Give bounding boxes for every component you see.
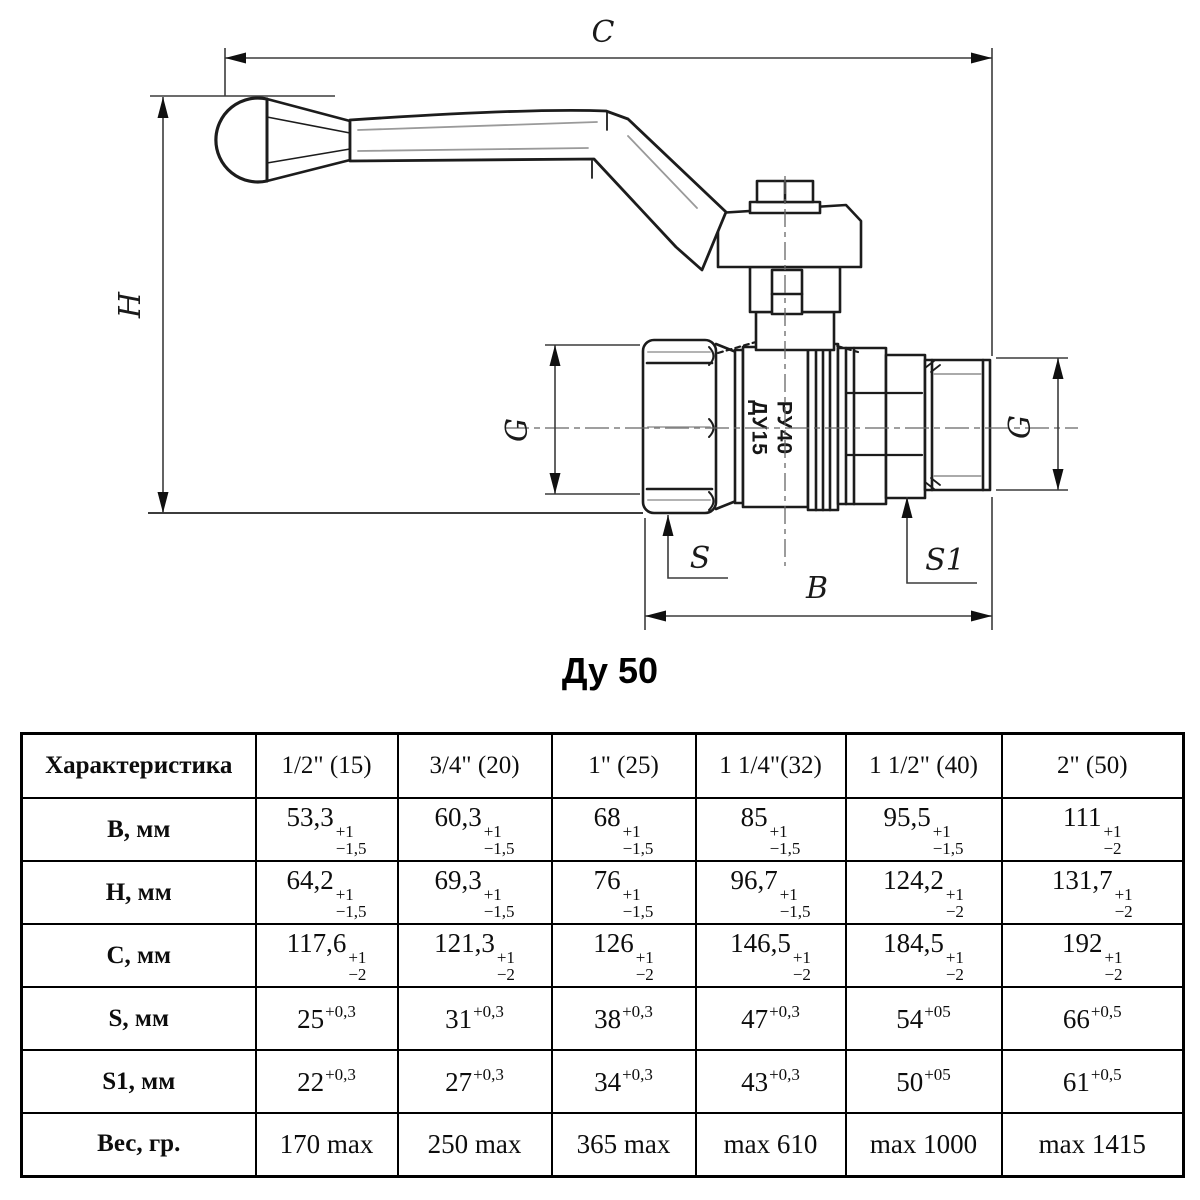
tolerance-stack: +1 −2 [1114, 884, 1133, 921]
table-cell: 25+0,3 [256, 987, 398, 1050]
arrowhead [663, 515, 674, 536]
col-header: 3/4" (20) [398, 734, 552, 799]
tolerance-stack: +1 −1,5 [483, 821, 515, 858]
tolerance-sup: +0,5 [1090, 1065, 1122, 1084]
tolerance-sup: +0,5 [1090, 1002, 1122, 1021]
table-cell: 250 max [398, 1113, 552, 1176]
table-cell: 126 +1 −2 [552, 924, 696, 987]
row-label: Вес, гр. [22, 1113, 256, 1176]
arrowhead [1053, 358, 1064, 379]
arrowhead [225, 53, 246, 64]
table-cell: 170 max [256, 1113, 398, 1176]
col-header: 2" (50) [1002, 734, 1184, 799]
table-cell: 47+0,3 [696, 987, 846, 1050]
tolerance-sup: +0,3 [473, 1065, 504, 1084]
body-marking-dn: ДУ15 [747, 400, 771, 456]
tolerance-sup: +0,3 [622, 1065, 653, 1084]
col-header: 1" (25) [552, 734, 696, 799]
table-cell: 131,7 +1 −2 [1002, 861, 1184, 924]
table-cell: 76 +1 −1,5 [552, 861, 696, 924]
table-row [22, 924, 1184, 987]
table-cell: 96,7 +1 −1,5 [696, 861, 846, 924]
table-cell: 34+0,3 [552, 1050, 696, 1113]
arrowhead [971, 611, 992, 622]
hex-step-right [886, 355, 925, 498]
table-row [22, 987, 1184, 1050]
table-row [22, 1050, 1184, 1113]
male-thread-end [925, 360, 990, 490]
tolerance-stack: +1 −2 [1104, 947, 1123, 984]
tolerance-stack: +1 −1,5 [932, 821, 964, 858]
spec-table [20, 732, 1185, 1178]
stem-window [772, 270, 802, 314]
table-row [22, 861, 1184, 924]
dim-h-label: H [113, 291, 148, 319]
dim-s1-label: S1 [925, 543, 965, 578]
table-cell: 146,5 +1 −2 [696, 924, 846, 987]
arrowhead [1053, 469, 1064, 490]
table-cell: 117,6 +1 −2 [256, 924, 398, 987]
tolerance-stack: +1 −1,5 [769, 821, 801, 858]
tolerance-stack: +1 −2 [945, 947, 964, 984]
row-label: S, мм [22, 987, 256, 1050]
arrowhead [550, 473, 561, 494]
dim-gright-label: G [1003, 415, 1038, 439]
tolerance-sup: +0,3 [325, 1002, 356, 1021]
table-cell: 43+0,3 [696, 1050, 846, 1113]
col-header: 1 1/2" (40) [846, 734, 1002, 799]
handle-cone [267, 99, 350, 181]
tolerance-stack: +1 −1,5 [622, 884, 654, 921]
table-cell: 69,3 +1 −1,5 [398, 861, 552, 924]
table-cell: 54+05 [846, 987, 1002, 1050]
table-cell: 365 max [552, 1113, 696, 1176]
table-cell: 111 +1 −2 [1002, 798, 1184, 861]
tolerance-stack: +1 −2 [792, 947, 811, 984]
row-label: B, мм [22, 798, 256, 861]
arrowhead [158, 492, 169, 513]
tolerance-stack: +1 −2 [1103, 821, 1122, 858]
table-cell: 22+0,3 [256, 1050, 398, 1113]
tolerance-sup: +0,3 [473, 1002, 504, 1021]
drawing-caption: Ду 50 [561, 650, 659, 691]
table-row [22, 798, 1184, 861]
table-cell: max 1000 [846, 1113, 1002, 1176]
table-cell: max 1415 [1002, 1113, 1184, 1176]
table-cell: 95,5 +1 −1,5 [846, 798, 1002, 861]
spec-table-head [22, 734, 1184, 799]
tolerance-stack: +1 −1,5 [622, 821, 654, 858]
body-marking-pressure: РУ40 [772, 400, 796, 456]
col-header-characteristic: Характеристика [22, 734, 256, 799]
tolerance-sup: +0,3 [769, 1002, 800, 1021]
stem-neck [756, 312, 834, 350]
table-cell: 85 +1 −1,5 [696, 798, 846, 861]
table-cell: max 610 [696, 1113, 846, 1176]
dim-b-label: B [805, 571, 829, 606]
tolerance-stack: +1 −2 [635, 947, 654, 984]
table-cell: 64,2 +1 −1,5 [256, 861, 398, 924]
row-label: C, мм [22, 924, 256, 987]
table-row [22, 1113, 1184, 1176]
tolerance-stack: +1 −1,5 [779, 884, 811, 921]
table-cell: 50+05 [846, 1050, 1002, 1113]
table-cell: 38+0,3 [552, 987, 696, 1050]
arrowhead [971, 53, 992, 64]
table-cell: 66+0,5 [1002, 987, 1184, 1050]
arrowhead [645, 611, 666, 622]
tolerance-stack: +1 −1,5 [483, 884, 515, 921]
row-label: H, мм [22, 861, 256, 924]
spec-table-body [22, 798, 1184, 1176]
dim-gleft-label: G [500, 418, 535, 442]
table-cell: 31+0,3 [398, 987, 552, 1050]
tolerance-stack: +1 −1,5 [335, 884, 367, 921]
col-header: 1 1/4"(32) [696, 734, 846, 799]
tolerance-stack: +1 −2 [945, 884, 964, 921]
arrowhead [158, 97, 169, 118]
table-cell: 53,3 +1 −1,5 [256, 798, 398, 861]
row-label: S1, мм [22, 1050, 256, 1113]
dim-s-label: S [689, 541, 711, 576]
table-cell: 60,3 +1 −1,5 [398, 798, 552, 861]
table-cell: 121,3 +1 −2 [398, 924, 552, 987]
tolerance-sup: +05 [924, 1065, 951, 1084]
table-cell: 68 +1 −1,5 [552, 798, 696, 861]
table-cell: 184,5 +1 −2 [846, 924, 1002, 987]
tolerance-sup: +0,3 [325, 1065, 356, 1084]
tolerance-stack: +1 −2 [496, 947, 515, 984]
valve-handle-lever [350, 110, 726, 270]
col-header: 1/2" (15) [256, 734, 398, 799]
tolerance-stack: +1 −1,5 [335, 821, 367, 858]
arrowhead [902, 497, 913, 518]
handle-ball [216, 98, 267, 182]
dim-c-label: C [591, 15, 615, 50]
table-cell: 124,2 +1 −2 [846, 861, 1002, 924]
tolerance-sup: +05 [924, 1002, 951, 1021]
tolerance-stack: +1 −2 [348, 947, 367, 984]
tolerance-sup: +0,3 [769, 1065, 800, 1084]
body-transition [716, 501, 736, 509]
tolerance-sup: +0,3 [622, 1002, 653, 1021]
table-cell: 61+0,5 [1002, 1050, 1184, 1113]
arrowhead [550, 345, 561, 366]
table-cell: 27+0,3 [398, 1050, 552, 1113]
table-cell: 192 +1 −2 [1002, 924, 1184, 987]
